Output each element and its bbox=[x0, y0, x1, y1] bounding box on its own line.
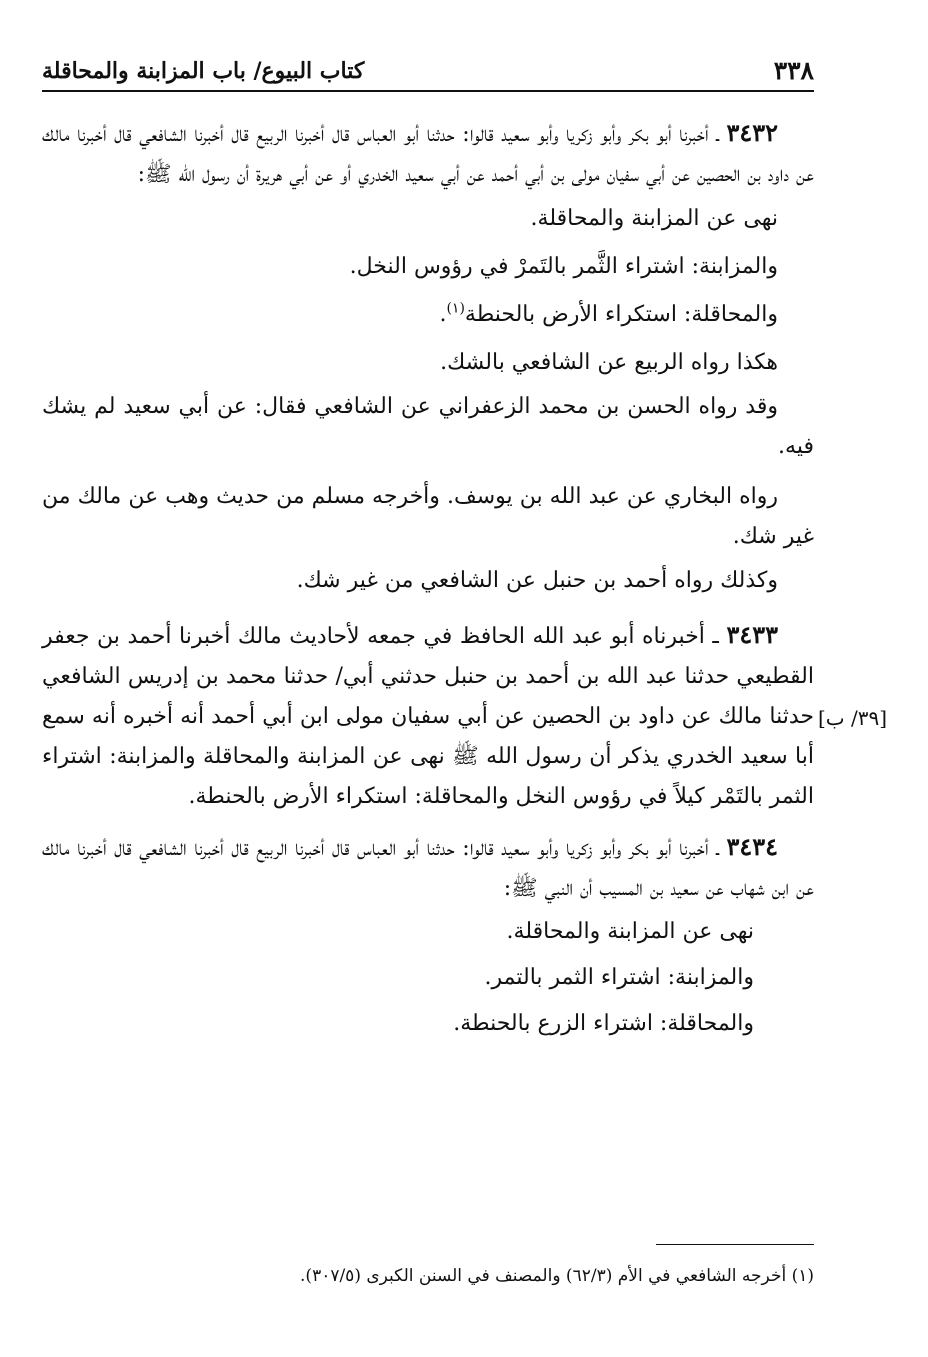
hadith-line: وقد رواه الحسن بن محمد الزعفراني عن الشافعي فقال: عن أبي سعيد لم يشك فيه. bbox=[42, 394, 814, 459]
hadith-line: والمزابنة: اشتراء الثمر بالتمر. bbox=[484, 965, 754, 990]
hadith-3432 bbox=[42, 113, 814, 195]
hadith-line: نهى عن المزابنة والمحاقلة. bbox=[506, 919, 754, 944]
hadith-number: ٣٤٣٢ bbox=[726, 118, 778, 147]
footnote-divider bbox=[656, 1244, 814, 1245]
hadith-text: ـ أخبرناه أبو عبد الله الحافظ في جمعه لأحاديث مالك أخبرنا أحمد بن جعفر القطيعي حدثنا عبد الله بن أحمد بن حنبل حدثني أبي/ حدثنا محمد بن إدريس الشافعي حدثنا مالك عن داود بن الحصين عن أبي سفيان مولى ابن أبي أحمد أنه أخبره أنه سمع أبا سعيد الخدري يذكر أن رسول الله ﷺ نهى عن المزابنة والمحاقلة والمزابنة: اشتراء الثمر بالتَمْر كيلاً في رؤوس النخل والمحاقلة: استكراء الأرض بالحنطة. bbox=[42, 624, 814, 809]
running-title: كتاب البيوع/ باب المزابنة والمحاقلة bbox=[42, 58, 365, 84]
page-header bbox=[42, 50, 814, 92]
hadith-line: والمحاقلة: اشتراء الزرع بالحنطة. bbox=[453, 1011, 754, 1036]
hadith-line: والمحاقلة: استكراء الأرض بالحنطة$^{(١)}$. bbox=[439, 300, 778, 327]
hadith-number: ٣٤٣٣ bbox=[726, 620, 779, 649]
hadith-line: نهى عن المزابنة والمحاقلة. bbox=[530, 206, 778, 231]
footnote-marker[interactable]: (١) bbox=[446, 300, 465, 317]
hadith-text: ـ أخبرنا أبو بكر وأبو زكريا وأبو سعيد قالوا: حدثنا أبو العباس قال أخبرنا الربيع قال أخبرنا الشافعي قال أخبرنا مالك عن ابن شهاب عن سعيد بن المسيب أن النبي ﷺ: bbox=[42, 836, 814, 901]
hadith-line: وكذلك رواه أحمد بن حنبل عن الشافعي من غير شك. bbox=[296, 568, 778, 593]
hadith-line: هكذا رواه الربيع عن الشافعي بالشك. bbox=[440, 350, 778, 375]
main-text bbox=[42, 113, 814, 1047]
hadith-3433 bbox=[42, 615, 814, 817]
page-number: ٣٣٨ bbox=[773, 56, 814, 85]
hadith-3434 bbox=[42, 827, 814, 909]
hadith-line: والمزابنة: اشتراء الثَّمر بالتَمرْ في رؤوس النخل. bbox=[349, 254, 778, 279]
footnote: (١) أخرجه الشافعي في الأم (٦٢/٣) والمصنف في السنن الكبرى (٣٠٧/٥). bbox=[300, 1266, 814, 1286]
hadith-number: ٣٤٣٤ bbox=[726, 832, 778, 861]
hadith-line-text: والمحاقلة: استكراء الأرض بالحنطة bbox=[464, 302, 778, 327]
manuscript-folio-note: [٣٩/ ب] bbox=[818, 706, 888, 730]
hadith-text: ـ أخبرنا أبو بكر وأبو زكريا وأبو سعيد قالوا: حدثنا أبو العباس قال أخبرنا الربيع قال أخبرنا الشافعي قال أخبرنا مالك عن داود بن الحصين عن أبي سفيان مولى بن أبي أحمد عن أبي سعيد الخدري أو عن أبي هريرة أن رسول الله ﷺ: bbox=[42, 122, 814, 187]
hadith-line: رواه البخاري عن عبد الله بن يوسف. وأخرجه مسلم من حديث وهب عن مالك من غير شك. bbox=[42, 484, 814, 549]
